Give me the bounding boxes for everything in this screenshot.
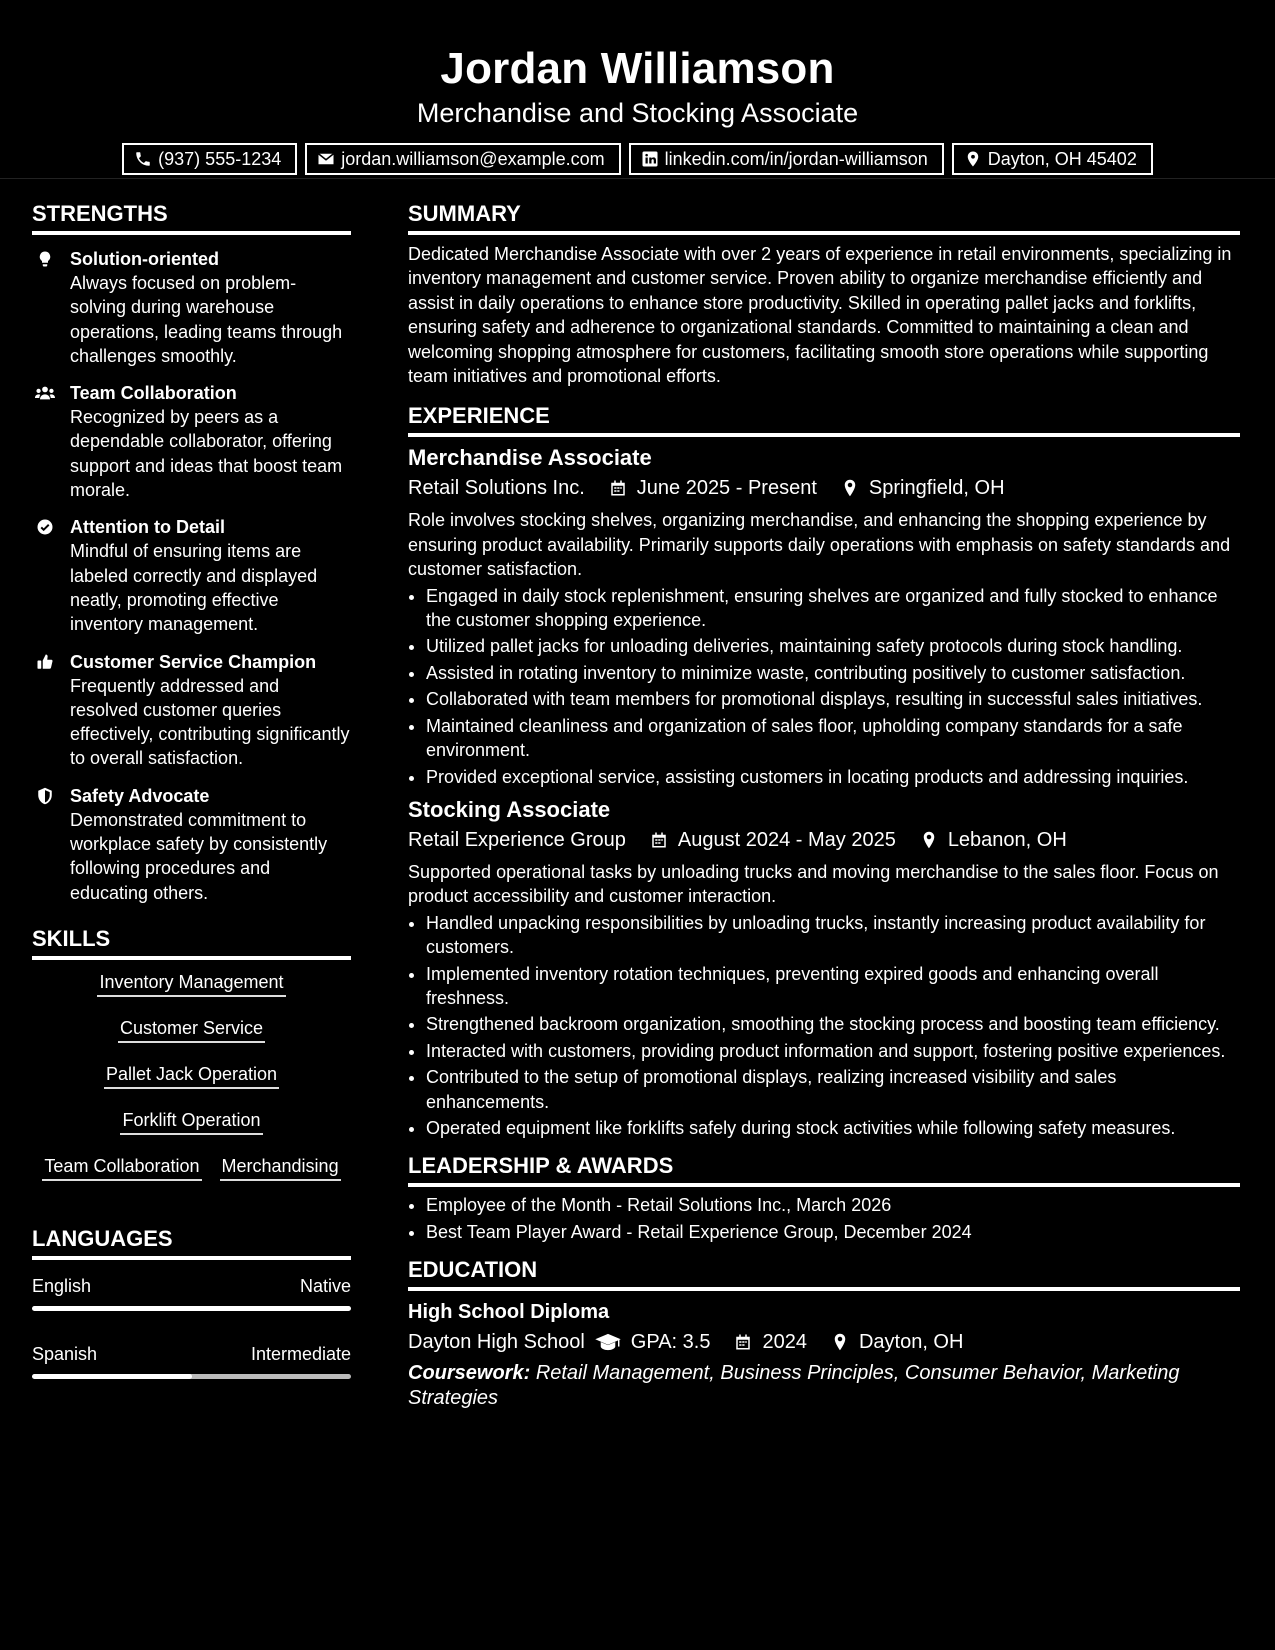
linkedin-icon <box>641 150 659 168</box>
award-item: • Employee of the Month - Retail Solutions Inc., March 2026 <box>426 1193 1240 1217</box>
awards-heading: LEADERSHIP & AWARDS <box>408 1152 1240 1187</box>
job-bullet: • Contributed to the setup of promotional displays, realizing increased visibility and sales enhancements. <box>426 1065 1240 1114</box>
left-column <box>32 200 351 1379</box>
strength-desc: Recognized by peers as a dependable collaborator, offering support and ideas that boost team morale. <box>70 407 343 501</box>
thumbs-up-icon <box>35 653 55 671</box>
strength-desc: Frequently addressed and resolved customer queries effectively, contributing significantly to overall satisfaction. <box>70 675 350 769</box>
job-bullets <box>408 584 1240 789</box>
strength-item <box>32 515 351 636</box>
language-item <box>32 1342 351 1379</box>
strength-desc: Always focused on problem-solving during warehouse operations, leading teams through challenges smoothly. <box>70 273 343 366</box>
map-marker-icon <box>831 1332 849 1352</box>
linkedin-text: linkedin.com/in/jordan-williamson <box>664 148 928 169</box>
language-level: Native <box>299 1275 351 1296</box>
job-bullet: • Interacted with customers, providing product information and support, fostering positive experiences. <box>426 1039 1240 1063</box>
phone-icon <box>134 150 152 168</box>
skill-tag: Inventory Management <box>97 970 285 997</box>
school-name: Dayton High School <box>408 1331 585 1354</box>
contact-linkedin[interactable] <box>629 143 944 175</box>
job-company: Retail Solutions Inc. <box>408 477 585 500</box>
summary-heading: SUMMARY <box>408 200 1240 235</box>
skills-list <box>32 970 351 1181</box>
strength-item <box>32 650 351 771</box>
strength-desc: Mindful of ensuring items are labeled correctly and displayed neatly, promoting effective inventory management. <box>70 541 318 635</box>
strength-title: Solution-oriented <box>70 249 219 269</box>
job-bullet: • Provided exceptional service, assisting customers in locating products and addressing inquiries. <box>426 765 1240 789</box>
map-marker-icon <box>920 830 938 850</box>
job-location: Lebanon, OH <box>947 828 1067 851</box>
calendar-icon <box>734 1332 752 1352</box>
language-level: Intermediate <box>250 1343 351 1364</box>
job-bullet: • Operated equipment like forklifts safely during stock activities while following safety measures. <box>426 1116 1240 1140</box>
education-entry <box>408 1297 1240 1411</box>
strength-title: Attention to Detail <box>70 517 225 538</box>
envelope-icon <box>317 150 335 168</box>
summary-text: Dedicated Merchandise Associate with over 2 years of experience in retail environments, specializing in inventory management and customer service. Proven ability to organize merchandise efficiently and assist in daily operations to enhance store productivity. Skilled in operating pallet jacks and forklifts, ensuring safety and adherence to organizational standards. Committed to maintaining a clean and welcoming shopping atmosphere for customers, facilitating smooth store operations while supporting team initiatives and promotional efforts. <box>408 244 1232 387</box>
language-bar-fill <box>32 1306 351 1311</box>
job-description: Supported operational tasks by unloading trucks and moving merchandise to the sales floor. Focus on product accessibility and customer interaction. <box>408 861 1219 907</box>
check-circle-icon <box>35 518 55 536</box>
calendar-icon <box>609 478 627 498</box>
experience-heading: EXPERIENCE <box>408 402 1240 437</box>
strengths-heading: STRENGTHS <box>32 200 351 235</box>
strength-title: Team Collaboration <box>70 383 237 404</box>
calendar-icon <box>650 830 668 850</box>
header <box>0 0 1275 179</box>
phone-text: (937) 555-1234 <box>158 148 282 169</box>
location-text: Dayton, OH 45402 <box>987 148 1137 169</box>
skill-tag: Team Collaboration <box>42 1154 201 1181</box>
strength-desc: Demonstrated commitment to workplace safety by consistently following procedures and educating others. <box>70 809 328 903</box>
job-bullet: • Implemented inventory rotation techniques, preventing expired goods and enhancing overall freshness. <box>426 962 1240 1011</box>
job-dates: June 2025 - Present <box>636 477 817 500</box>
contact-phone[interactable] <box>122 143 297 175</box>
map-marker-icon <box>964 150 982 168</box>
job-entry <box>408 795 1240 1140</box>
job-meta <box>408 474 1240 502</box>
job-company: Retail Experience Group <box>408 828 626 851</box>
skill-tag: Pallet Jack Operation <box>104 1062 279 1089</box>
language-bar <box>32 1306 351 1311</box>
graduation-cap-icon <box>595 1332 621 1352</box>
language-name: Spanish <box>32 1343 98 1364</box>
education-meta <box>408 1328 1240 1356</box>
job-bullet: • Assisted in rotating inventory to minimize waste, contributing positively to customer satisfaction. <box>426 661 1240 685</box>
job-description: Role involves stocking shelves, organizing merchandise, and enhancing the shopping experience by ensuring product availability. Primarily supports daily operations with emphasis on safety standards and customer satisfaction. <box>408 510 1231 580</box>
job-bullet: • Engaged in daily stock replenishment, ensuring shelves are organized and fully stocked to enhance the customer shopping experience. <box>426 584 1240 633</box>
skills-heading: SKILLS <box>32 925 351 960</box>
skill-tag: Customer Service <box>118 1016 265 1043</box>
job-bullet: • Handled unpacking responsibilities by unloading trucks, instantly increasing product availability for customers. <box>426 911 1240 960</box>
strength-item <box>32 381 351 502</box>
language-bar-fill <box>32 1374 192 1379</box>
skill-tag: Merchandising <box>220 1154 341 1181</box>
contact-bar <box>0 143 1275 175</box>
users-icon <box>35 384 55 402</box>
job-title: Stocking Associate <box>408 796 611 822</box>
strength-title: Customer Service Champion <box>70 651 317 672</box>
coursework-label: Coursework: <box>408 1362 531 1385</box>
job-location: Springfield, OH <box>868 477 1005 500</box>
language-name: English <box>32 1275 92 1296</box>
awards-list <box>408 1193 1240 1244</box>
language-item <box>32 1274 351 1311</box>
contact-email[interactable] <box>305 143 620 175</box>
job-bullets <box>408 911 1240 1141</box>
strength-item <box>32 247 351 368</box>
email-text: jordan.williamson@example.com <box>341 148 605 169</box>
job-bullet: • Collaborated with team members for promotional displays, resulting in successful sales initiatives. <box>426 687 1240 711</box>
degree: High School Diploma <box>408 1301 610 1324</box>
strength-item <box>32 784 351 905</box>
contact-location[interactable] <box>952 143 1153 175</box>
coursework-text: Retail Management, Business Principles, Consumer Behavior, Marketing Strategies <box>408 1362 1180 1410</box>
graduation-year: 2024 <box>762 1331 807 1354</box>
strength-title: Safety Advocate <box>70 785 210 806</box>
award-item: • Best Team Player Award - Retail Experience Group, December 2024 <box>426 1220 1240 1244</box>
job-dates: August 2024 - May 2025 <box>677 828 896 851</box>
candidate-title: Merchandise and Stocking Associate <box>416 98 859 128</box>
map-marker-icon <box>841 478 859 498</box>
skill-tag: Forklift Operation <box>120 1108 262 1135</box>
lightbulb-icon <box>35 250 55 268</box>
job-bullet: • Utilized pallet jacks for unloading deliveries, maintaining safety protocols during stock handling. <box>426 634 1240 658</box>
job-entry <box>408 443 1240 788</box>
languages-heading: LANGUAGES <box>32 1225 351 1260</box>
job-bullet: • Maintained cleanliness and organization of sales floor, upholding company standards for a safe environment. <box>426 714 1240 763</box>
shield-icon <box>35 787 55 805</box>
school-location: Dayton, OH <box>858 1331 964 1354</box>
right-column <box>408 200 1240 1411</box>
job-bullet: • Strengthened backroom organization, smoothing the stocking process and boosting team efficiency. <box>426 1012 1240 1036</box>
candidate-name: Jordan Williamson <box>440 44 835 93</box>
strengths-list <box>32 247 351 905</box>
coursework <box>408 1361 1240 1411</box>
language-bar <box>32 1374 351 1379</box>
education-heading: EDUCATION <box>408 1256 1240 1291</box>
job-title: Merchandise Associate <box>408 445 652 471</box>
gpa: GPA: 3.5 <box>630 1331 711 1354</box>
job-meta <box>408 826 1240 854</box>
